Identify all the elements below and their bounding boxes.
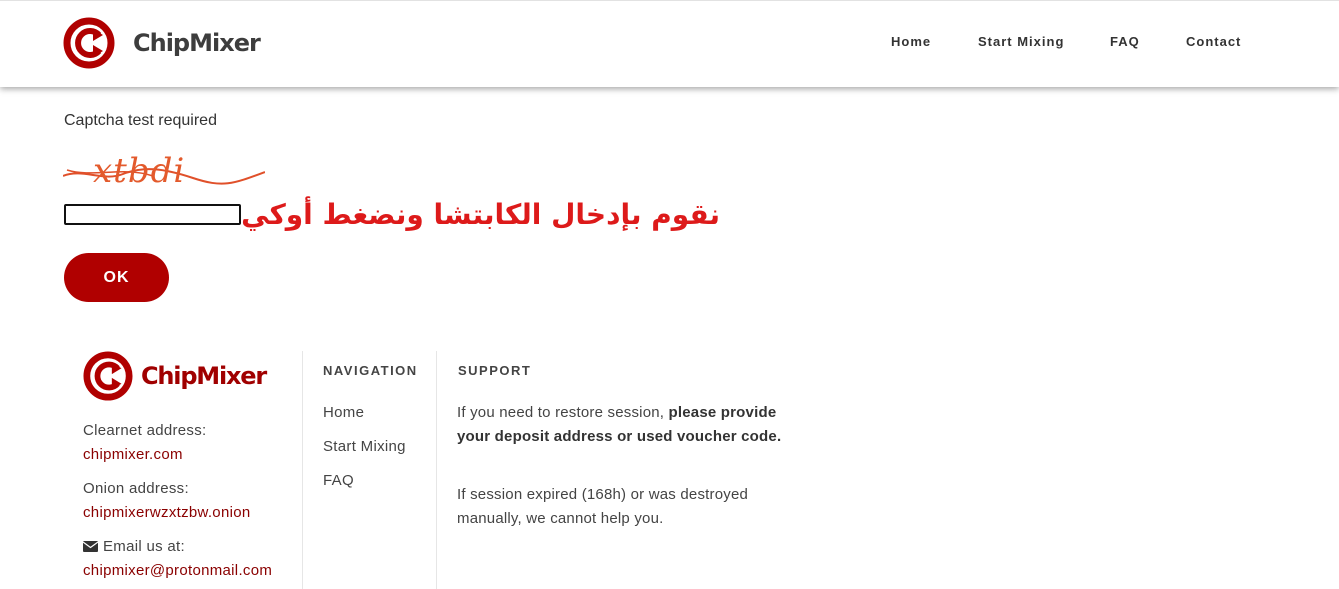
annotation-text: نقوم بإدخال الكابتشا ونضغط أوكي bbox=[241, 198, 720, 231]
chipmixer-logo-icon bbox=[83, 351, 133, 401]
onion-link[interactable]: chipmixerwzxtzbw.onion bbox=[83, 504, 251, 521]
footer-brand-name: ChipMixer bbox=[141, 362, 267, 390]
clearnet-label: Clearnet address: bbox=[83, 422, 207, 439]
navigation-heading: NAVIGATION bbox=[323, 363, 418, 378]
footer-divider bbox=[436, 351, 437, 589]
brand-name: ChipMixer bbox=[133, 29, 260, 57]
footer-nav-start-mixing[interactable]: Start Mixing bbox=[323, 438, 406, 455]
clearnet-link[interactable]: chipmixer.com bbox=[83, 446, 183, 463]
captcha-text: xtbdi bbox=[93, 151, 186, 191]
support-expired-text: If session expired (168h) or was destroyed manually, we cannot help you. bbox=[457, 486, 749, 527]
nav-home[interactable]: Home bbox=[891, 34, 932, 49]
footer-nav-home[interactable]: Home bbox=[323, 404, 365, 421]
email-label: Email us at: bbox=[103, 538, 185, 555]
main-nav bbox=[0, 34, 1339, 54]
envelope-icon bbox=[83, 541, 98, 552]
ok-button[interactable]: OK bbox=[64, 253, 169, 302]
top-navbar bbox=[0, 0, 1339, 87]
captcha-input[interactable] bbox=[64, 204, 241, 225]
footer-nav-faq[interactable]: FAQ bbox=[323, 472, 354, 489]
captcha-label: Captcha test required bbox=[64, 112, 217, 129]
nav-faq[interactable]: FAQ bbox=[1110, 34, 1140, 49]
support-heading: SUPPORT bbox=[458, 363, 532, 378]
onion-label: Onion address: bbox=[83, 480, 189, 497]
nav-contact[interactable]: Contact bbox=[1186, 34, 1242, 49]
footer-brand bbox=[83, 351, 266, 401]
captcha-image bbox=[63, 148, 265, 196]
nav-start-mixing[interactable]: Start Mixing bbox=[978, 34, 1065, 49]
support-restore-text bbox=[457, 401, 802, 449]
email-row bbox=[83, 538, 185, 555]
email-link[interactable]: chipmixer@protonmail.com bbox=[83, 562, 273, 579]
support-restore-bold: please provide your deposit address or used voucher code. bbox=[457, 404, 782, 445]
footer-divider bbox=[302, 351, 303, 589]
support-restore-normal: If you need to restore session, bbox=[457, 404, 669, 421]
